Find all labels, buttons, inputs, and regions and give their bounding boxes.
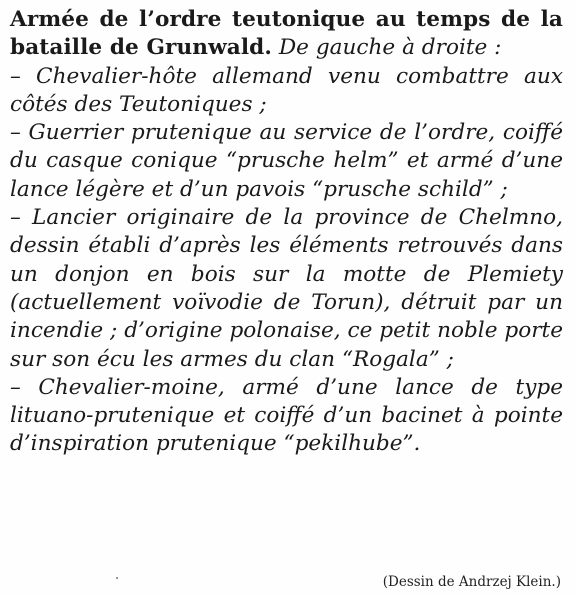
caption-item-1: – Chevalier-hôte allemand venu combattre aux côtés des Teutoniques ; [10,63,563,117]
caption-block [10,6,563,590]
caption-title: Armée de l’ordre teutonique au temps de la bataille de Grunwald. [10,7,563,61]
caption-intro: De gauche à droite : [272,35,502,61]
caption-paragraph [10,6,563,459]
print-speck [116,577,118,579]
caption-item-3: – Lancier originaire de la province de Chelmno, dessin établi d’après les éléments retrouvés dans un donjon en bois sur la motte de Plemiety (actuellement voïvodie de Torun), détruit par un incendie ; d’origine polonaise, ce petit noble porte sur son écu les armes du clan “Rogala” ; [10,205,563,372]
illustration-credit: (Dessin de Andrzej Klein.) [382,574,561,590]
caption-item-4: – Chevalier-moine, armé d’une lance de type lituano-prutenique et coiffé d’un bacinet à pointe d’inspiration prutenique “pekilhube”. [10,374,563,457]
caption-item-2: – Guerrier prutenique au service de l’ordre, coiffé du casque conique “prusche helm” et armé d’une lance légère et d’un pavois “prusche schild” ; [10,120,563,202]
